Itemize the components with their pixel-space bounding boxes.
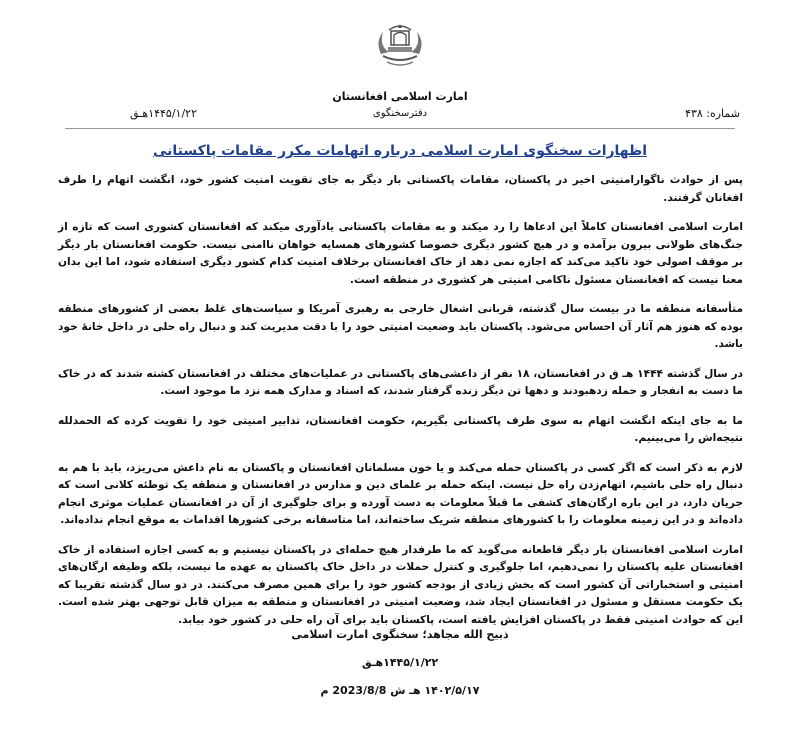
paragraph: در سال گذشته ۱۴۴۴ هـ ق در افغانستان، ۱۸ نفر از داعشی‌های پاکستانی در عملیات‌های مختلف در افغانستان کشته شدند که در خاک ما دست به انفجار و حمله زدهبودند و دهها تن دیگر زنده گرفتار شدند، که اسناد و مدارک همه نزد ما موجود است. [58,367,743,397]
office-name: دفترسخنگوی [372,108,428,119]
paragraph: پس از حوادث ناگوارامنیتی اخیر در پاکستان، مقامات پاکستانی بار دیگر به جای تقویت امنیت کشور خود، انگشت اتهام را طرف افغانان گرفتند. [58,174,743,204]
paragraph: امارت اسلامی افغانستان کاملاً این ادعاها را رد میکند و به مقامات پاکستانی یادآوری میکند که افغانستان کشوری است که تازه از جنگ‌های طولانی بیرون برآمده و در هیچ کشور دیگری خصوصا کشورهای همسایه خواهان ناامنی نیست. حکومت افغانستان بار دیگر بر موقف اصولی خود تاکید می‌کند که اجازه نمی دهد از خاک افغانستان برخلاف امنیت کدام کشور دیگری استفاده شود، اما این بدان معنا نیست که افغانستان مسئول ناکامی امنیتی هر کشوری در منطقه است. [58,221,743,286]
signature-date-line: ۱۴۰۲/۵/۱۷ هـ ش 2023/8/8 م [320,684,480,697]
emblem-icon [371,20,429,72]
organization-name: امارت اسلامی افغانستان [332,90,468,103]
paragraph: متأسفانه منطقه ما در بیست سال گذشته، قربانی اشغال خارجی به رهبری آمریکا و سیاست‌های غلط بعضی از کشورهای منطقه بوده که هنوز هم آثار آن احساس می‌شود. پاکستان باید وضعیت امنیتی خود را با دقت مدیریت کند و دنبال راه حلی در داخل خانهٔ خود باشد. [58,303,743,350]
paragraph: امارت اسلامی افغانستان بار دیگر قاطعانه می‌گوید که ما طرفدار هیچ حمله‌ای در پاکستان نیستیم و به کسی اجازه استفاده از خاک افغانستان علیه پاکستان را نمی‌دهیم، اما جلوگیری و کنترل حملات در داخل خاک پاکستان به عهده ما نیست، بلکه وظیفه ارگان‌های امنیتی و استخباراتی آن کشور است که بخش زیادی از بودجه کشور خود را برای همین مصرف می‌کنند. در دو سال گذشته تقریبا که یک حکومت مستقل و مسئول در افغانستان ایجاد شد، وضعیت امنیتی در افغانستان و منطقه به میزان قابل توجهی بهتر شده است. این که حوادث امنیتی فقط در پاکستان افزایش یافته است، پاکستان باید برای آن راه حلی در کشور خود بیابد. [58,543,743,626]
document-body [58,172,743,641]
header-date: ۱۴۴۵/۱/۲۲هـق [130,107,197,120]
paragraph: ما به جای اینکه انگشت اتهام به سوی طرف پاکستانی بگیریم، حکومت افغانستان، تدابیر امنیتی خود را تقویت کرده که الحمدلله نتیجه‌اش را می‌بینیم. [58,414,743,444]
paragraph: لازم به ذکر است که اگر کسی در پاکستان حمله می‌کند و یا خون مسلمانان افغانستان و پاکستان به نام داعش می‌ریزد، باید با هم به دنبال راه حلی باشیم، اتهام‌زدن راه حل نیست. اینکه حمله بر علمای دین و مدارس در افغانستان و منطقه یک توطئه کلانی است که جریان دارد، در این باره ارگان‌های کشفی ما قبلاً معلومات به دست آورده و برای جلوگیری از آن در افغانستان عملیات موثری انجام داده‌اند و در این زمینه معلومات را با کشورهای منطقه شریک ساخته‌اند، اما متاسفانه برخی کشورها اقدامات به موقع انجام نداده‌اند. [58,461,743,526]
document-title: اظهارات سخنگوی امارت اسلامی درباره اتهامات مکرر مقامات پاکستانی [152,143,648,159]
signature-hijri-date: ۱۴۴۵/۱/۲۲هـق [361,656,439,669]
signature-name: ذبیح الله مجاهد؛ سخنگوی امارت اسلامی [291,628,509,641]
reference-number: شماره: ۴۳۸ [685,107,740,120]
header-divider [65,128,735,129]
